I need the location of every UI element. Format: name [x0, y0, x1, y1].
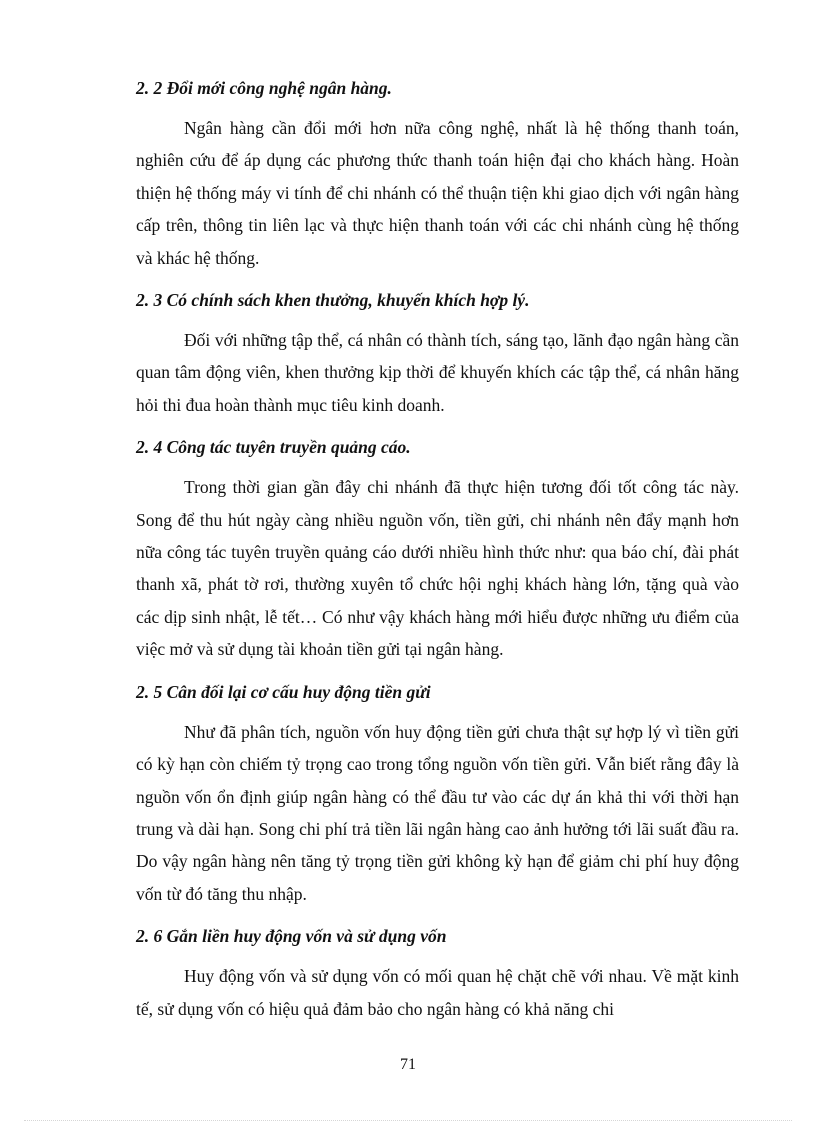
page-body — [136, 72, 739, 1035]
section-paragraph: Như đã phân tích, nguồn vốn huy động tiền gửi chưa thật sự hợp lý vì tiền gửi có kỳ hạn còn chiếm tỷ trọng cao trong tổng nguồn vốn tiền gửi. Vẫn biết rằng đây là nguồn vốn ổn định giúp ngân hàng có thể đầu tư vào các dự án khả thi với thời hạn trung và dài hạn. Song chi phí trả tiền lãi ngân hàng cao ảnh hưởng tới lãi suất đầu ra. Do vậy ngân hàng nên tăng tỷ trọng tiền gửi không kỳ hạn để giảm chi phí huy động vốn từ đó tăng thu nhập. — [136, 721, 739, 904]
section-2-2 — [136, 72, 739, 274]
section-heading: 2. 3 Có chính sách khen thưởng, khuyến khích hợp lý. — [136, 290, 530, 311]
section-paragraph: Đối với những tập thể, cá nhân có thành tích, sáng tạo, lãnh đạo ngân hàng cần quan tâm động viên, khen thưởng kịp thời để khuyến khích các tập thể, cá nhân hăng hỏi thi đua hoàn thành mục tiêu kinh doanh. — [136, 330, 739, 415]
section-paragraph: Trong thời gian gần đây chi nhánh đã thực hiện tương đối tốt công tác này. Song để thu hút ngày càng nhiều nguồn vốn, tiền gửi, chi nhánh nên đẩy mạnh hơn nữa công tác tuyên truyền quảng cáo dưới nhiều hình thức như: qua báo chí, đài phát thanh xã, phát tờ rơi, thường xuyên tổ chức hội nghị khách hàng lớn, tặng quà vào các dịp sinh nhật, lễ tết… Có như vậy khách hàng mới hiểu được những ưu điểm của việc mở và sử dụng tài khoản tiền gửi tại ngân hàng. — [136, 477, 739, 660]
section-heading: 2. 2 Đổi mới công nghệ ngân hàng. — [136, 78, 392, 98]
section-paragraph: Huy động vốn và sử dụng vốn có mối quan hệ chặt chẽ với nhau. Về mặt kinh tế, sử dụng vốn có hiệu quả đảm bảo cho ngân hàng có khả năng chi — [136, 966, 739, 1019]
section-heading: 2. 4 Công tác tuyên truyền quảng cáo. — [136, 437, 411, 458]
section-2-4 — [136, 431, 739, 665]
page-number: 71 — [400, 1056, 416, 1073]
section-2-5 — [136, 676, 739, 910]
section-paragraph: Ngân hàng cần đổi mới hơn nữa công nghệ, nhất là hệ thống thanh toán, nghiên cứu để áp dụng các phương thức thanh toán hiện đại cho khách hàng. Hoàn thiện hệ thống máy vi tính để chi nhánh có thể thuận tiện khi giao dịch với ngân hàng cấp trên, thông tin liên lạc và thực hiện thanh toán với các chi nhánh cùng hệ thống và khác hệ thống. — [136, 118, 739, 268]
section-2-3 — [136, 284, 739, 421]
section-heading: 2. 5 Cân đối lại cơ cấu huy động tiền gửi — [136, 681, 431, 702]
page-bottom-border — [24, 1120, 792, 1121]
section-heading: 2. 6 Gắn liền huy động vốn và sử dụng vốn — [136, 926, 447, 947]
section-2-6 — [136, 920, 739, 1025]
